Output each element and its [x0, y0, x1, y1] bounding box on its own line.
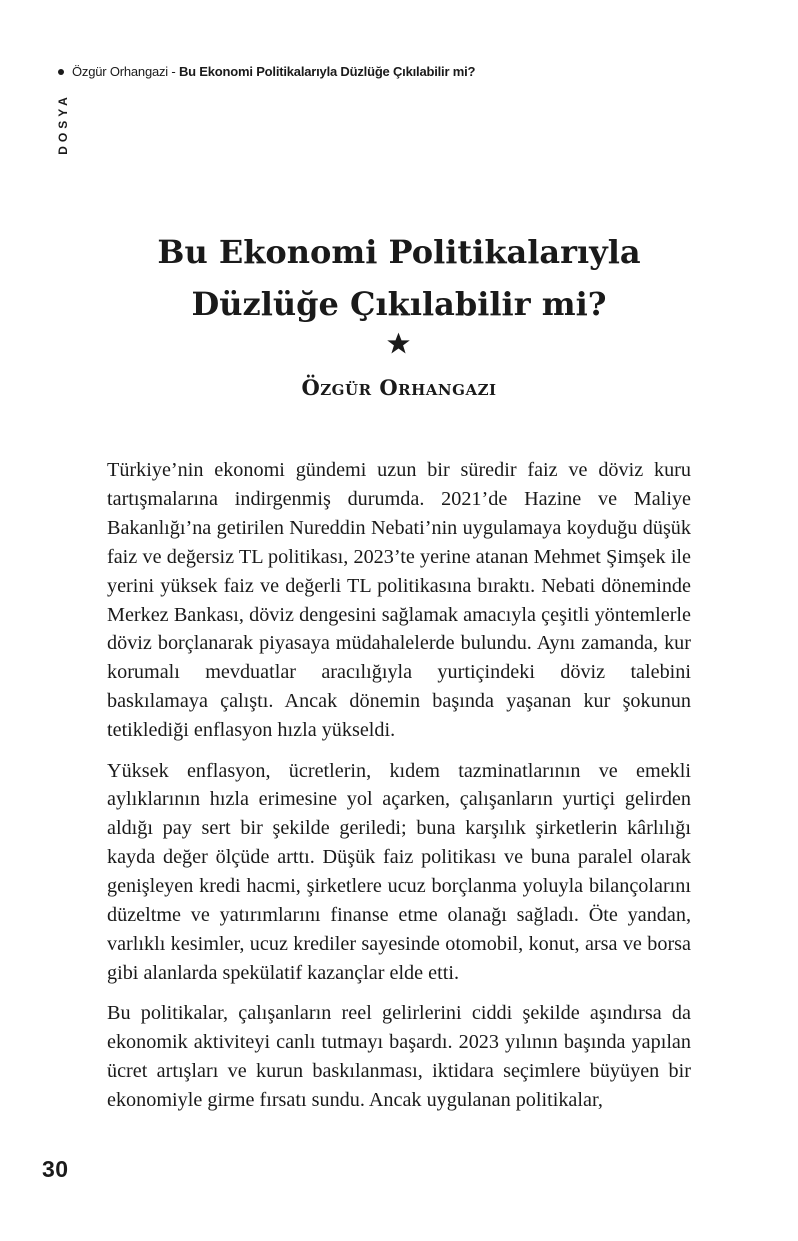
article-title — [80, 226, 718, 330]
paragraph: Yüksek enflasyon, ücretlerin, kıdem tazminatlarının ve emekli aylıklarının hızla erimesine yol açarken, çalışanların yurtiçi gelirden aldığı pay sert bir şekilde geriledi; buna karşılık şirketlerin kârlılığı kayda değer ölçüde arttı. Düşük faiz politikası ve buna paralel olarak genişleyen kredi hacmi, şirketlere ucuz borçlanma yoluyla bilançolarını düzeltme ve yatırımlarını finanse etme olanağı sağladı. Öte yandan, varlıklı kesimler, ucuz krediler sayesinde otomobil, konut, arsa ve borsa gibi alanlarda spekülatif kazançlar elde etti. — [107, 759, 691, 984]
header-title: Bu Ekonomi Politikalarıyla Düzlüğe Çıkılabilir mi? — [178, 64, 476, 79]
header-author: Özgür Orhangazi — [72, 64, 168, 79]
article-title-line-1: Bu Ekonomi Politikalarıyla — [157, 233, 641, 271]
header-separator: - — [168, 64, 179, 79]
article-body — [107, 456, 691, 1126]
section-tab-label: DOSYA — [56, 93, 70, 155]
star-icon — [386, 331, 411, 356]
article-title-line-2: Düzlüğe Çıkılabilir mi? — [191, 285, 607, 323]
bullet-icon — [58, 69, 64, 75]
paragraph: Bu politikalar, çalışanların reel gelirlerini ciddi şekilde aşındırsa da ekonomik aktiviteyi canlı tutmayı başardı. 2023 yılının başında yapılan ücret artışları ve kurun baskılanması, iktidara seçimlere büyüyen bir ekonomiyle girme fırsatı sundu. Ancak uygulanan politikalar, — [107, 1002, 691, 1112]
paragraph: Türkiye’nin ekonomi gündemi uzun bir süredir faiz ve döviz kuru tartışmalarına indirgenmiş durumda. 2021’de Hazine ve Maliye Bakanlığı’na getirilen Nureddin Nebati’nin uygulamaya koyduğu düşük faiz ve değersiz TL politikası, 2023’te yerine atanan Mehmet Şimşek ile yerini yüksek faiz ve değerli TL politikasına bıraktı. Nebati döneminde Merkez Bankası, döviz dengesini sağlamak amacıyla çeşitli yöntemlerle döviz borçlanarak piyasaya müdahalelerde bulundu. Aynı zamanda, kur korumalı mevduatlar aracılığıyla yurtiçindeki döviz talebini baskılamaya çalıştı. Ancak dönemin başında yaşanan kur şokunun tetiklediği enflasyon hızla yükseldi. — [107, 459, 691, 742]
running-header — [58, 64, 475, 79]
author-byline: Özgür Orhangazi — [301, 375, 497, 400]
page-number: 30 — [42, 1156, 69, 1182]
section-tab — [55, 90, 71, 158]
